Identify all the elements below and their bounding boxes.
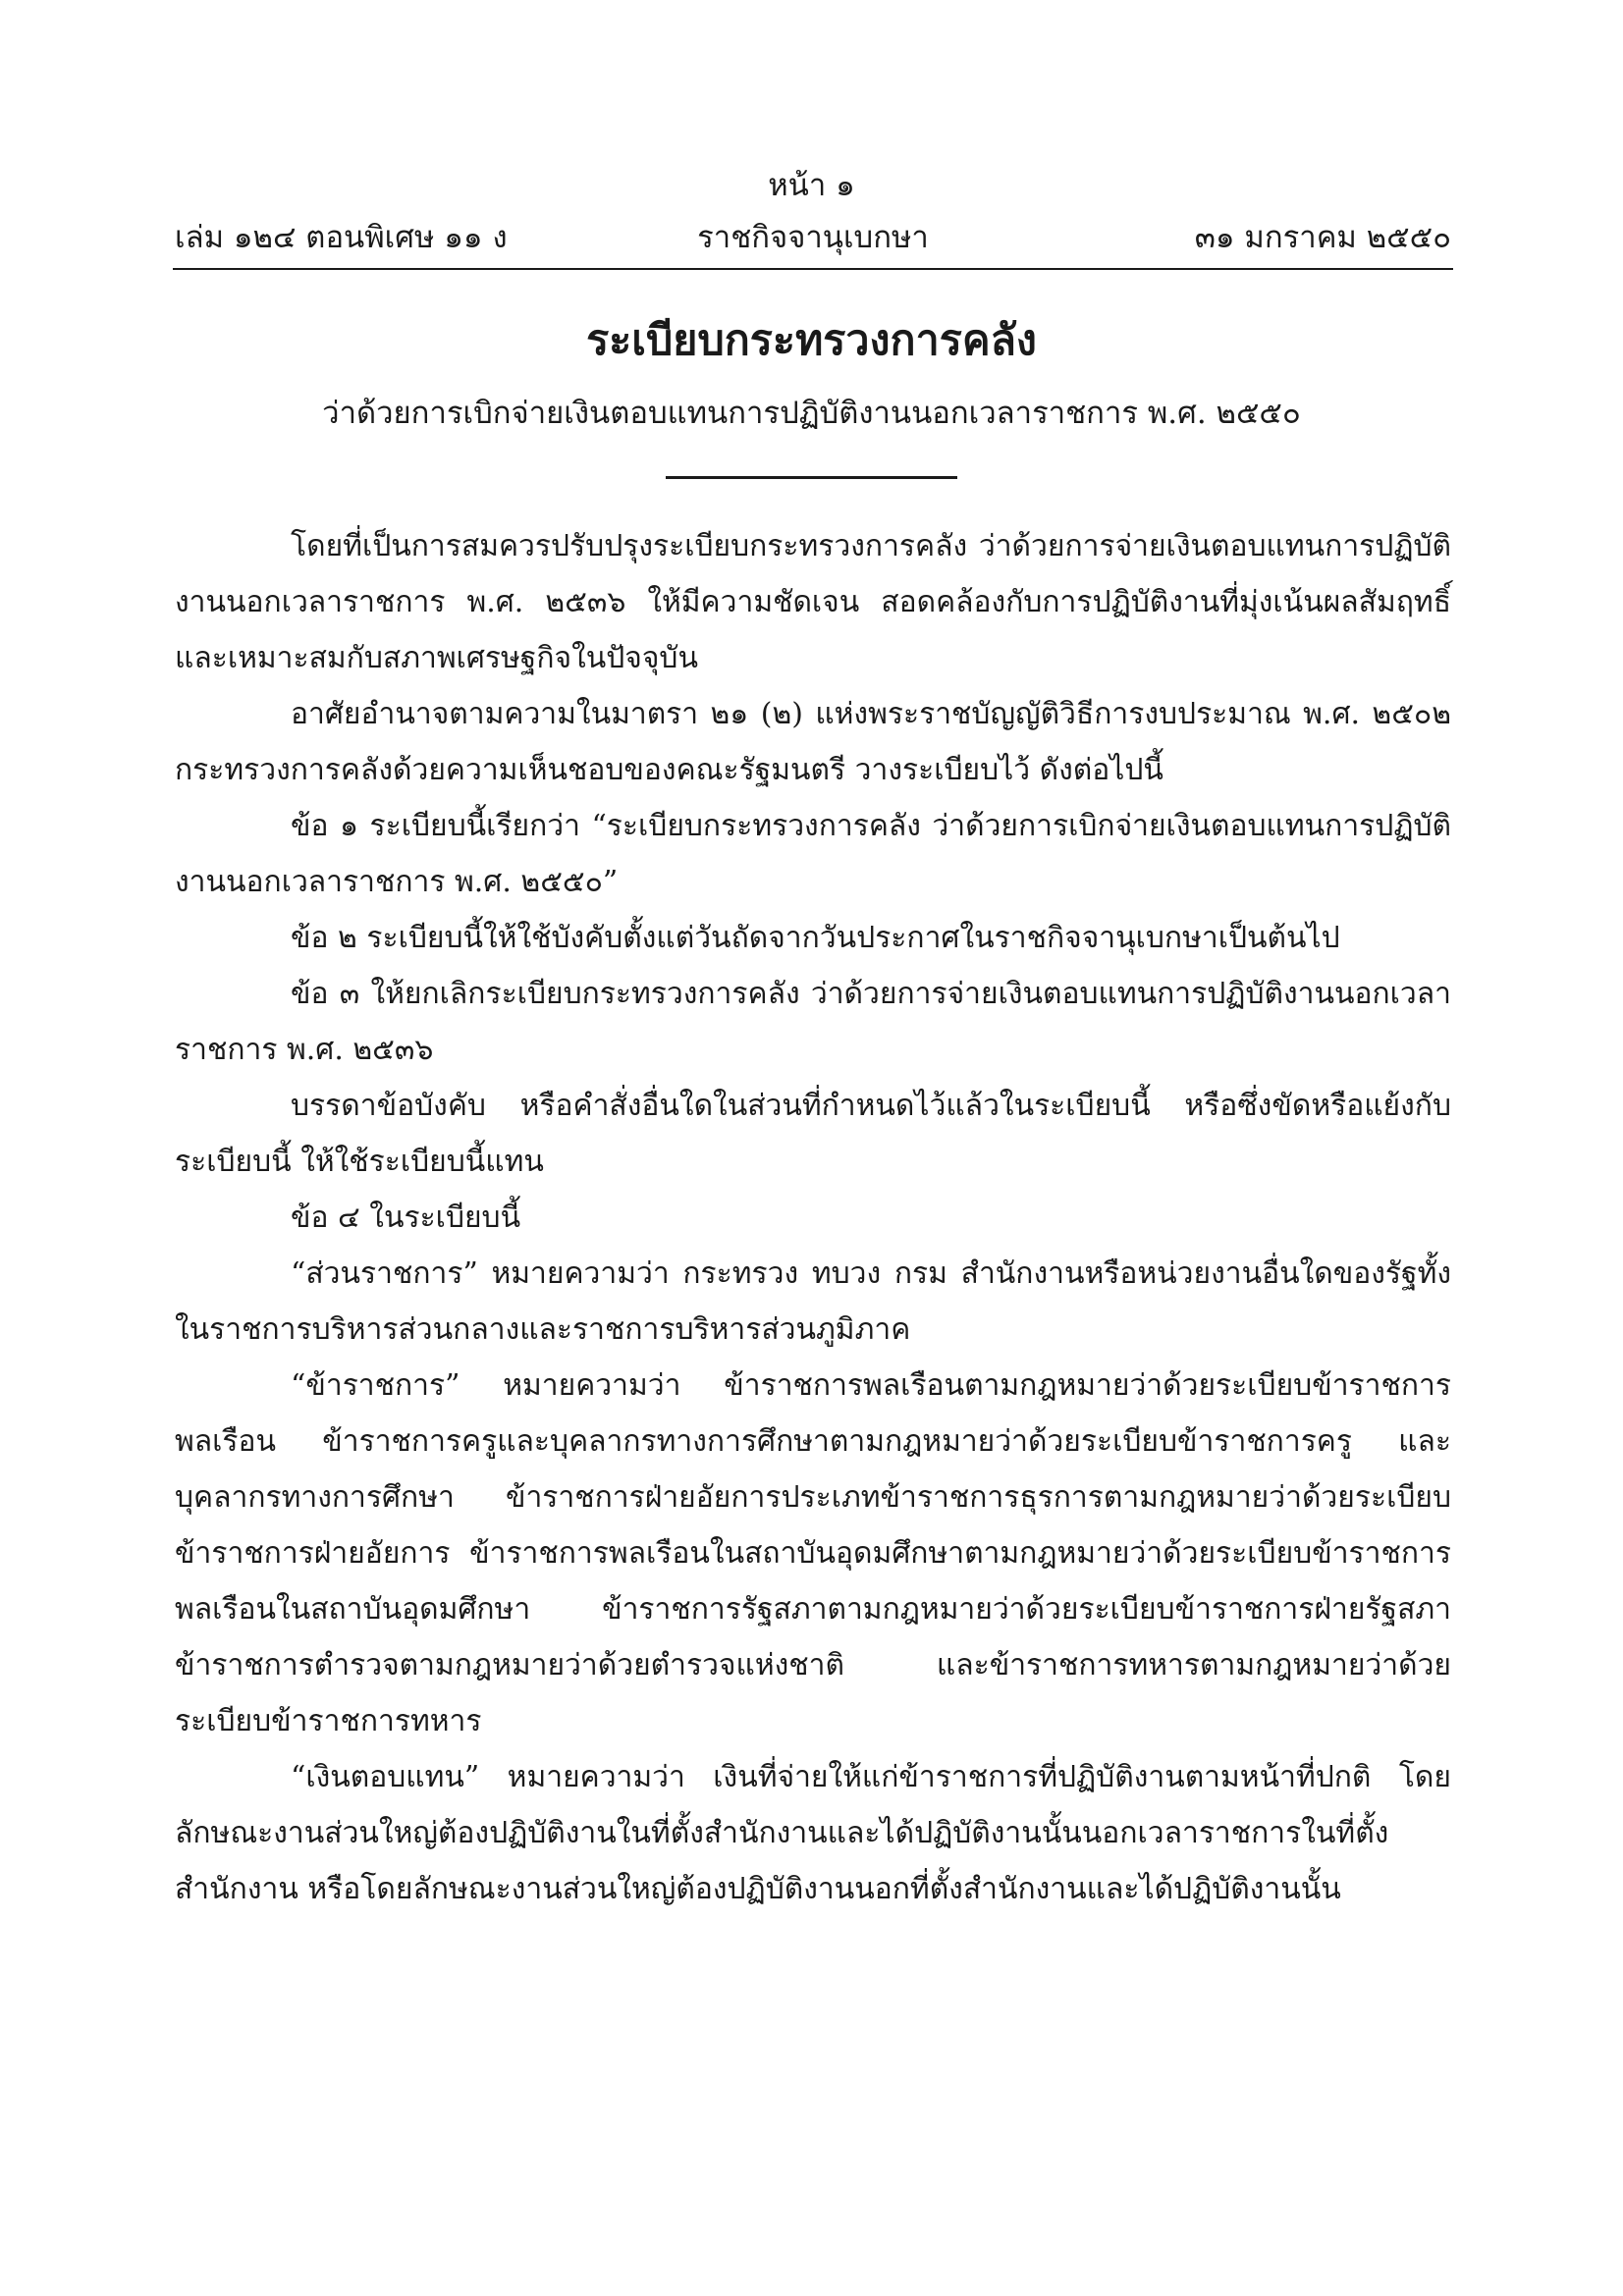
paragraph-clause-3: ข้อ ๓ ให้ยกเลิกระเบียบกระทรวงการคลัง ว่าด้วยการจ่ายเงินตอบแทนการปฏิบัติงานนอกเวลาราชการ พ.ศ. ๒๕๓๖ xyxy=(175,977,1451,1067)
page-number: หน้า ๑ xyxy=(768,168,855,203)
paragraph-clause-4: ข้อ ๔ ในระเบียบนี้ xyxy=(291,1201,521,1235)
gazette-name: ราชกิจจานุเบกษา xyxy=(697,220,929,255)
header-divider xyxy=(173,268,1453,270)
paragraph-preamble: โดยที่เป็นการสมควรปรับปรุงระเบียบกระทรวงการคลัง ว่าด้วยการจ่ายเงินตอบแทนการปฏิบัติงานนอกเวลาราชการ พ.ศ. ๒๕๓๖ ให้มีความชัดเจน สอดคล้องกับการปฏิบัติงานที่มุ่งเน้นผลสัมฤทธิ์ และเหมาะสมกับสภาพเศรษฐกิจในปัจจุบัน xyxy=(175,529,1451,675)
paragraph-definition-official: “ข้าราชการ” หมายความว่า ข้าราชการพลเรือนตามกฎหมายว่าด้วยระเบียบข้าราชการพลเรือน ข้าราชการครูและบุคลากรทางการศึกษาตามกฎหมายว่าด้วยระเบียบข้าราชการครู และบุคลากรทางการศึกษา ข้าราชการฝ่ายอัยการประเภทข้าราชการธุรการตามกฎหมายว่าด้วยระเบียบข้าราชการฝ่ายอัยการ ข้าราชการพลเรือนในสถาบันอุดมศึกษาตามกฎหมายว่าด้วยระเบียบข้าราชการพลเรือนในสถาบันอุดมศึกษา ข้าราชการรัฐสภาตามกฎหมายว่าด้วยระเบียบข้าราชการฝ่ายรัฐสภา ข้าราชการตำรวจตามกฎหมายว่าด้วยตำรวจแห่งชาติ และข้าราชการทหารตามกฎหมายว่าด้วยระเบียบข้าราชการทหาร xyxy=(175,1368,1451,1738)
paragraph-definition-compensation: “เงินตอบแทน” หมายความว่า เงินที่จ่ายให้แก่ข้าราชการที่ปฏิบัติงานตามหน้าที่ปกติ โดยลักษณะงานส่วนใหญ่ต้องปฏิบัติงานในที่ตั้งสำนักงานและได้ปฏิบัติงานนั้นนอกเวลาราชการในที่ตั้งสำนักงาน หรือโดยลักษณะงานส่วนใหญ่ต้องปฏิบัติงานนอกที่ตั้งสำนักงานและได้ปฏิบัติงานนั้น xyxy=(175,1760,1451,1906)
document-title: ระเบียบกระทรวงการคลัง xyxy=(586,316,1037,365)
paragraph-clause-2: ข้อ ๒ ระเบียบนี้ให้ใช้บังคับตั้งแต่วันถัดจากวันประกาศในราชกิจจานุเบกษาเป็นต้นไป xyxy=(291,921,1340,955)
publication-date: ๓๑ มกราคม ๒๕๕๐ xyxy=(1194,220,1451,255)
title-divider xyxy=(666,476,957,479)
paragraph-definition-agency: “ส่วนราชการ” หมายความว่า กระทรวง ทบวง กรม สำนักงานหรือหน่วยงานอื่นใดของรัฐทั้งในราชการบริหารส่วนกลางและราชการบริหารส่วนภูมิภาค xyxy=(175,1256,1451,1347)
paragraph-clause-1: ข้อ ๑ ระเบียบนี้เรียกว่า “ระเบียบกระทรวงการคลัง ว่าด้วยการเบิกจ่ายเงินตอบแทนการปฏิบัติงานนอกเวลาราชการ พ.ศ. ๒๕๕๐” xyxy=(175,809,1451,899)
document-subtitle: ว่าด้วยการเบิกจ่ายเงินตอบแทนการปฏิบัติงานนอกเวลาราชการ พ.ศ. ๒๕๕๐ xyxy=(322,396,1301,431)
gazette-header xyxy=(175,216,1451,259)
paragraph-clause-3-cont: บรรดาข้อบังคับ หรือคำสั่งอื่นใดในส่วนที่กำหนดไว้แล้วในระเบียบนี้ หรือซึ่งขัดหรือแย้งกับระเบียบนี้ ให้ใช้ระเบียบนี้แทน xyxy=(175,1089,1451,1179)
volume-issue: เล่ม ๑๒๔ ตอนพิเศษ ๑๑ ง xyxy=(175,220,508,255)
document-body xyxy=(175,518,1451,1917)
paragraph-authority: อาศัยอำนาจตามความในมาตรา ๒๑ (๒) แห่งพระราชบัญญัติวิธีการงบประมาณ พ.ศ. ๒๕๐๒ กระทรวงการคลังด้วยความเห็นชอบของคณะรัฐมนตรี วางระเบียบไว้ ดังต่อไปนี้ xyxy=(175,697,1451,787)
